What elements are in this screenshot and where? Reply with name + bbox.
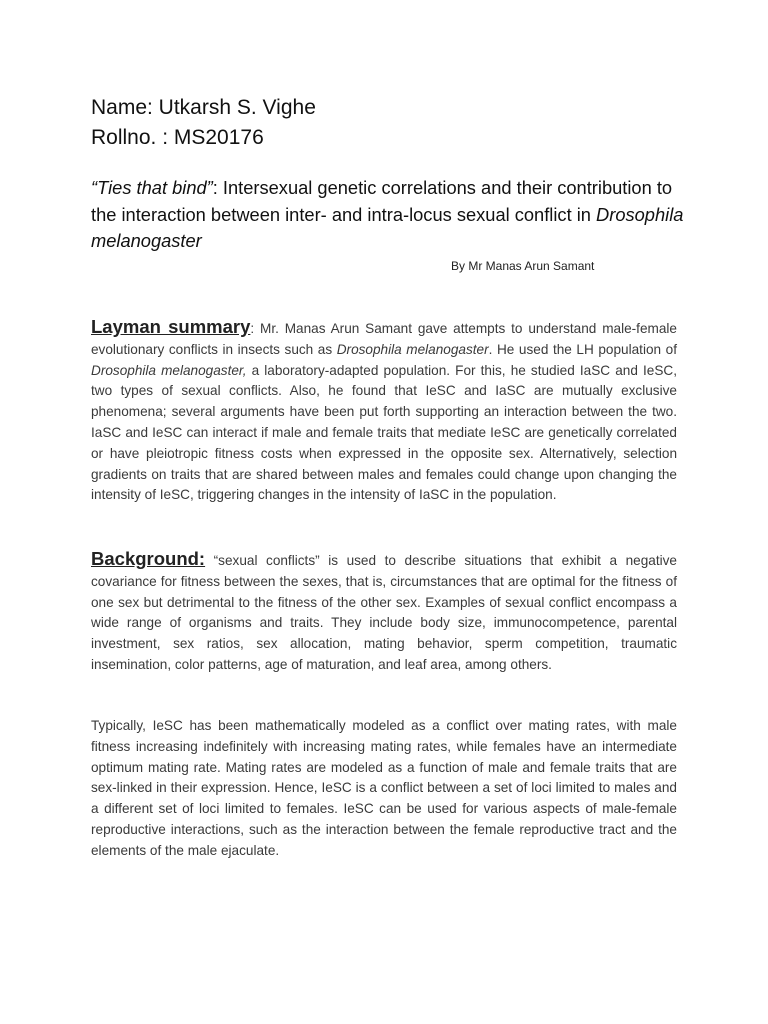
- background-text: “sexual conflicts” is used to describe situations that exhibit a negative covariance for fitness between the sexes, that is, circumstances that are optimal for the fitness of one sex but detrimental to the fitness of the other sex. Examples of sexual conflict encompass a wide range of organisms and traits. They include body size, immunocompetence, parental investment, sex ratios, sex allocation, mating behavior, sperm competition, traumatic insemination, color patterns, age of maturation, and leaf area, among others.: [91, 553, 677, 672]
- document-title: [91, 175, 691, 255]
- layman-species-2: Drosophila melanogaster,: [91, 362, 247, 378]
- layman-text-3: a laboratory-adapted population. For this, he studied IaSC and IeSC, two types of sexual conflicts. Also, he found that IeSC and IaSC are mutually exclusive phenomena; several arguments have been put forth supporting an interaction between the two. IaSC and IeSC can interact if male and female traits that mediate IeSC are genetically correlated or have pleiotropic fitness costs when expressed in the opposite sex. Alternatively, selection gradients on traits that are shared between males and females could change upon changing the intensity of IeSC, triggering changes in the intensity of IaSC in the population.: [91, 362, 677, 503]
- layman-summary-paragraph: [91, 317, 677, 506]
- byline: By Mr Manas Arun Samant: [451, 259, 595, 273]
- layman-text-1: : Mr. Manas Arun Samant gave attempts to understand male-female evolutionary conflicts in insects such as: [91, 321, 677, 357]
- layman-summary-heading: Layman summary: [91, 316, 251, 337]
- student-name: Name: Utkarsh S. Vighe: [91, 96, 316, 119]
- layman-species-1: Drosophila melanogaster: [336, 341, 489, 357]
- background-paragraph: [91, 549, 677, 676]
- background-heading: Background:: [91, 548, 206, 569]
- roll-number: Rollno. : MS20176: [91, 126, 264, 149]
- layman-text-2: . He used the LH population of: [488, 341, 677, 357]
- title-text: : Intersexual genetic correlations and their contribution to the interaction between inter- and intra-locus sexual conflict in: [91, 177, 673, 225]
- title-quote: “Ties that bind”: [91, 177, 213, 198]
- typically-paragraph: Typically, IeSC has been mathematically modeled as a conflict over mating rates, with male fitness increasing indefinitely with increasing mating rates, while females have an intermediate optimum mating rate. Mating rates are modeled as a function of male and female traits that are sex-linked in their expression. Hence, IeSC is a conflict between a set of loci limited to males and a different set of loci limited to females. IeSC can be used for various aspects of male-female reproductive interactions, such as the interaction between the female reproductive tract and the elements of the male ejaculate.: [91, 718, 677, 858]
- title-species: Drosophila melanogaster: [91, 203, 684, 251]
